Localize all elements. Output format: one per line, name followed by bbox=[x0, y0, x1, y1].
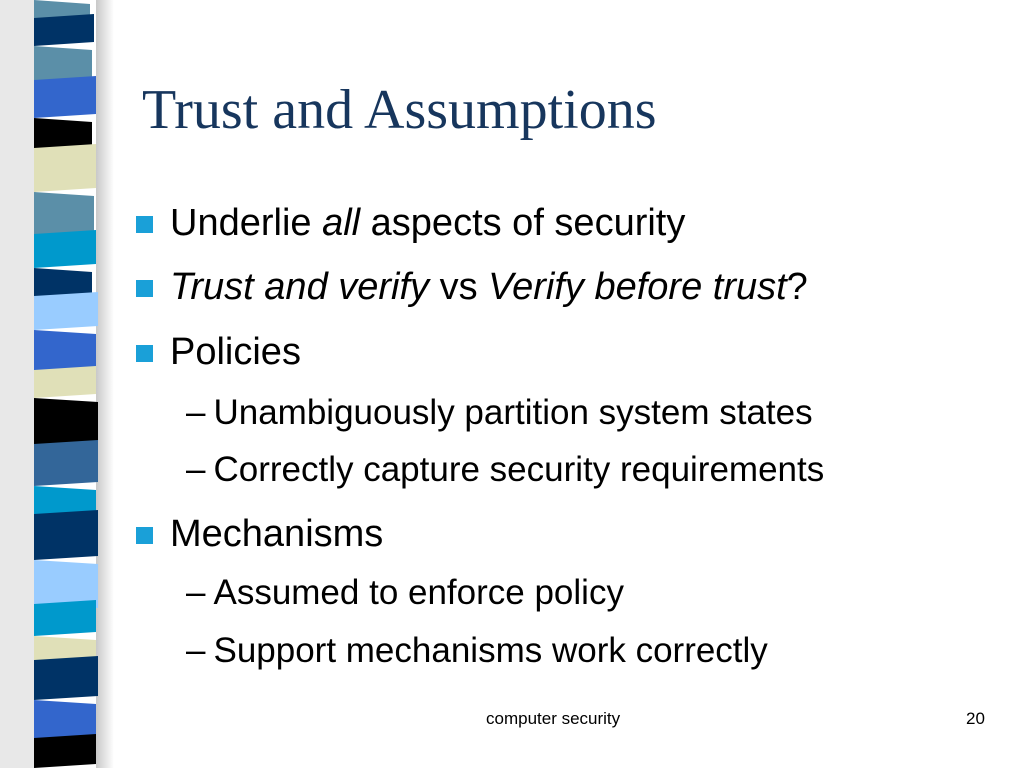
stripe-band bbox=[34, 292, 98, 330]
stripe-band bbox=[34, 230, 96, 268]
sub-bullet-item bbox=[186, 395, 813, 430]
stripe-band bbox=[34, 76, 96, 118]
bullet-item bbox=[170, 204, 685, 242]
stripe-band bbox=[34, 510, 98, 560]
bullet-item bbox=[170, 515, 383, 553]
bullet-square-icon bbox=[136, 280, 153, 297]
bullet-text: Trust and verify bbox=[170, 266, 430, 308]
bullet-text: Correctly capture security requirements bbox=[213, 450, 825, 489]
stripe-band bbox=[34, 366, 96, 398]
stripe-band bbox=[34, 14, 94, 46]
page-number: 20 bbox=[966, 709, 985, 728]
stripe-band bbox=[34, 734, 96, 768]
bullet-text: Policies bbox=[170, 331, 301, 373]
sub-bullet-item bbox=[186, 452, 824, 487]
bullet-square-icon bbox=[136, 345, 153, 362]
bullet-text: vs bbox=[429, 266, 489, 308]
bullet-item bbox=[170, 333, 301, 371]
slide-title: Trust and Assumptions bbox=[142, 79, 657, 141]
sub-bullet-item bbox=[186, 633, 768, 668]
bullet-text: aspects of security bbox=[360, 202, 686, 244]
stripe-band bbox=[34, 144, 96, 192]
sub-bullet-dash: – bbox=[186, 631, 206, 670]
sub-bullet-dash: – bbox=[186, 450, 206, 489]
bullet-text: Unambiguously partition system states bbox=[213, 393, 813, 432]
bullet-text: Underlie bbox=[170, 202, 323, 244]
bullet-text: Support mechanisms work correctly bbox=[213, 631, 768, 670]
stripe-left-edge bbox=[0, 0, 36, 768]
bullet-text: ? bbox=[786, 266, 808, 308]
stripe-band bbox=[34, 398, 98, 448]
stripe-band bbox=[34, 656, 98, 700]
decorative-stripe bbox=[0, 0, 104, 768]
stripe-band bbox=[34, 440, 98, 486]
footer-text: computer security bbox=[486, 709, 621, 728]
bullet-square-icon bbox=[136, 216, 153, 233]
sub-bullet-dash: – bbox=[186, 393, 206, 432]
bullet-text: Verify before trust bbox=[488, 266, 787, 308]
bullet-text: all bbox=[322, 202, 361, 244]
bullet-text: Assumed to enforce policy bbox=[213, 573, 624, 612]
bullet-square-icon bbox=[136, 527, 153, 544]
sub-bullet-dash: – bbox=[186, 573, 206, 612]
bullet-item bbox=[170, 268, 808, 306]
sub-bullet-item bbox=[186, 575, 624, 610]
bullet-text: Mechanisms bbox=[170, 513, 384, 555]
stripe-band bbox=[34, 600, 96, 636]
